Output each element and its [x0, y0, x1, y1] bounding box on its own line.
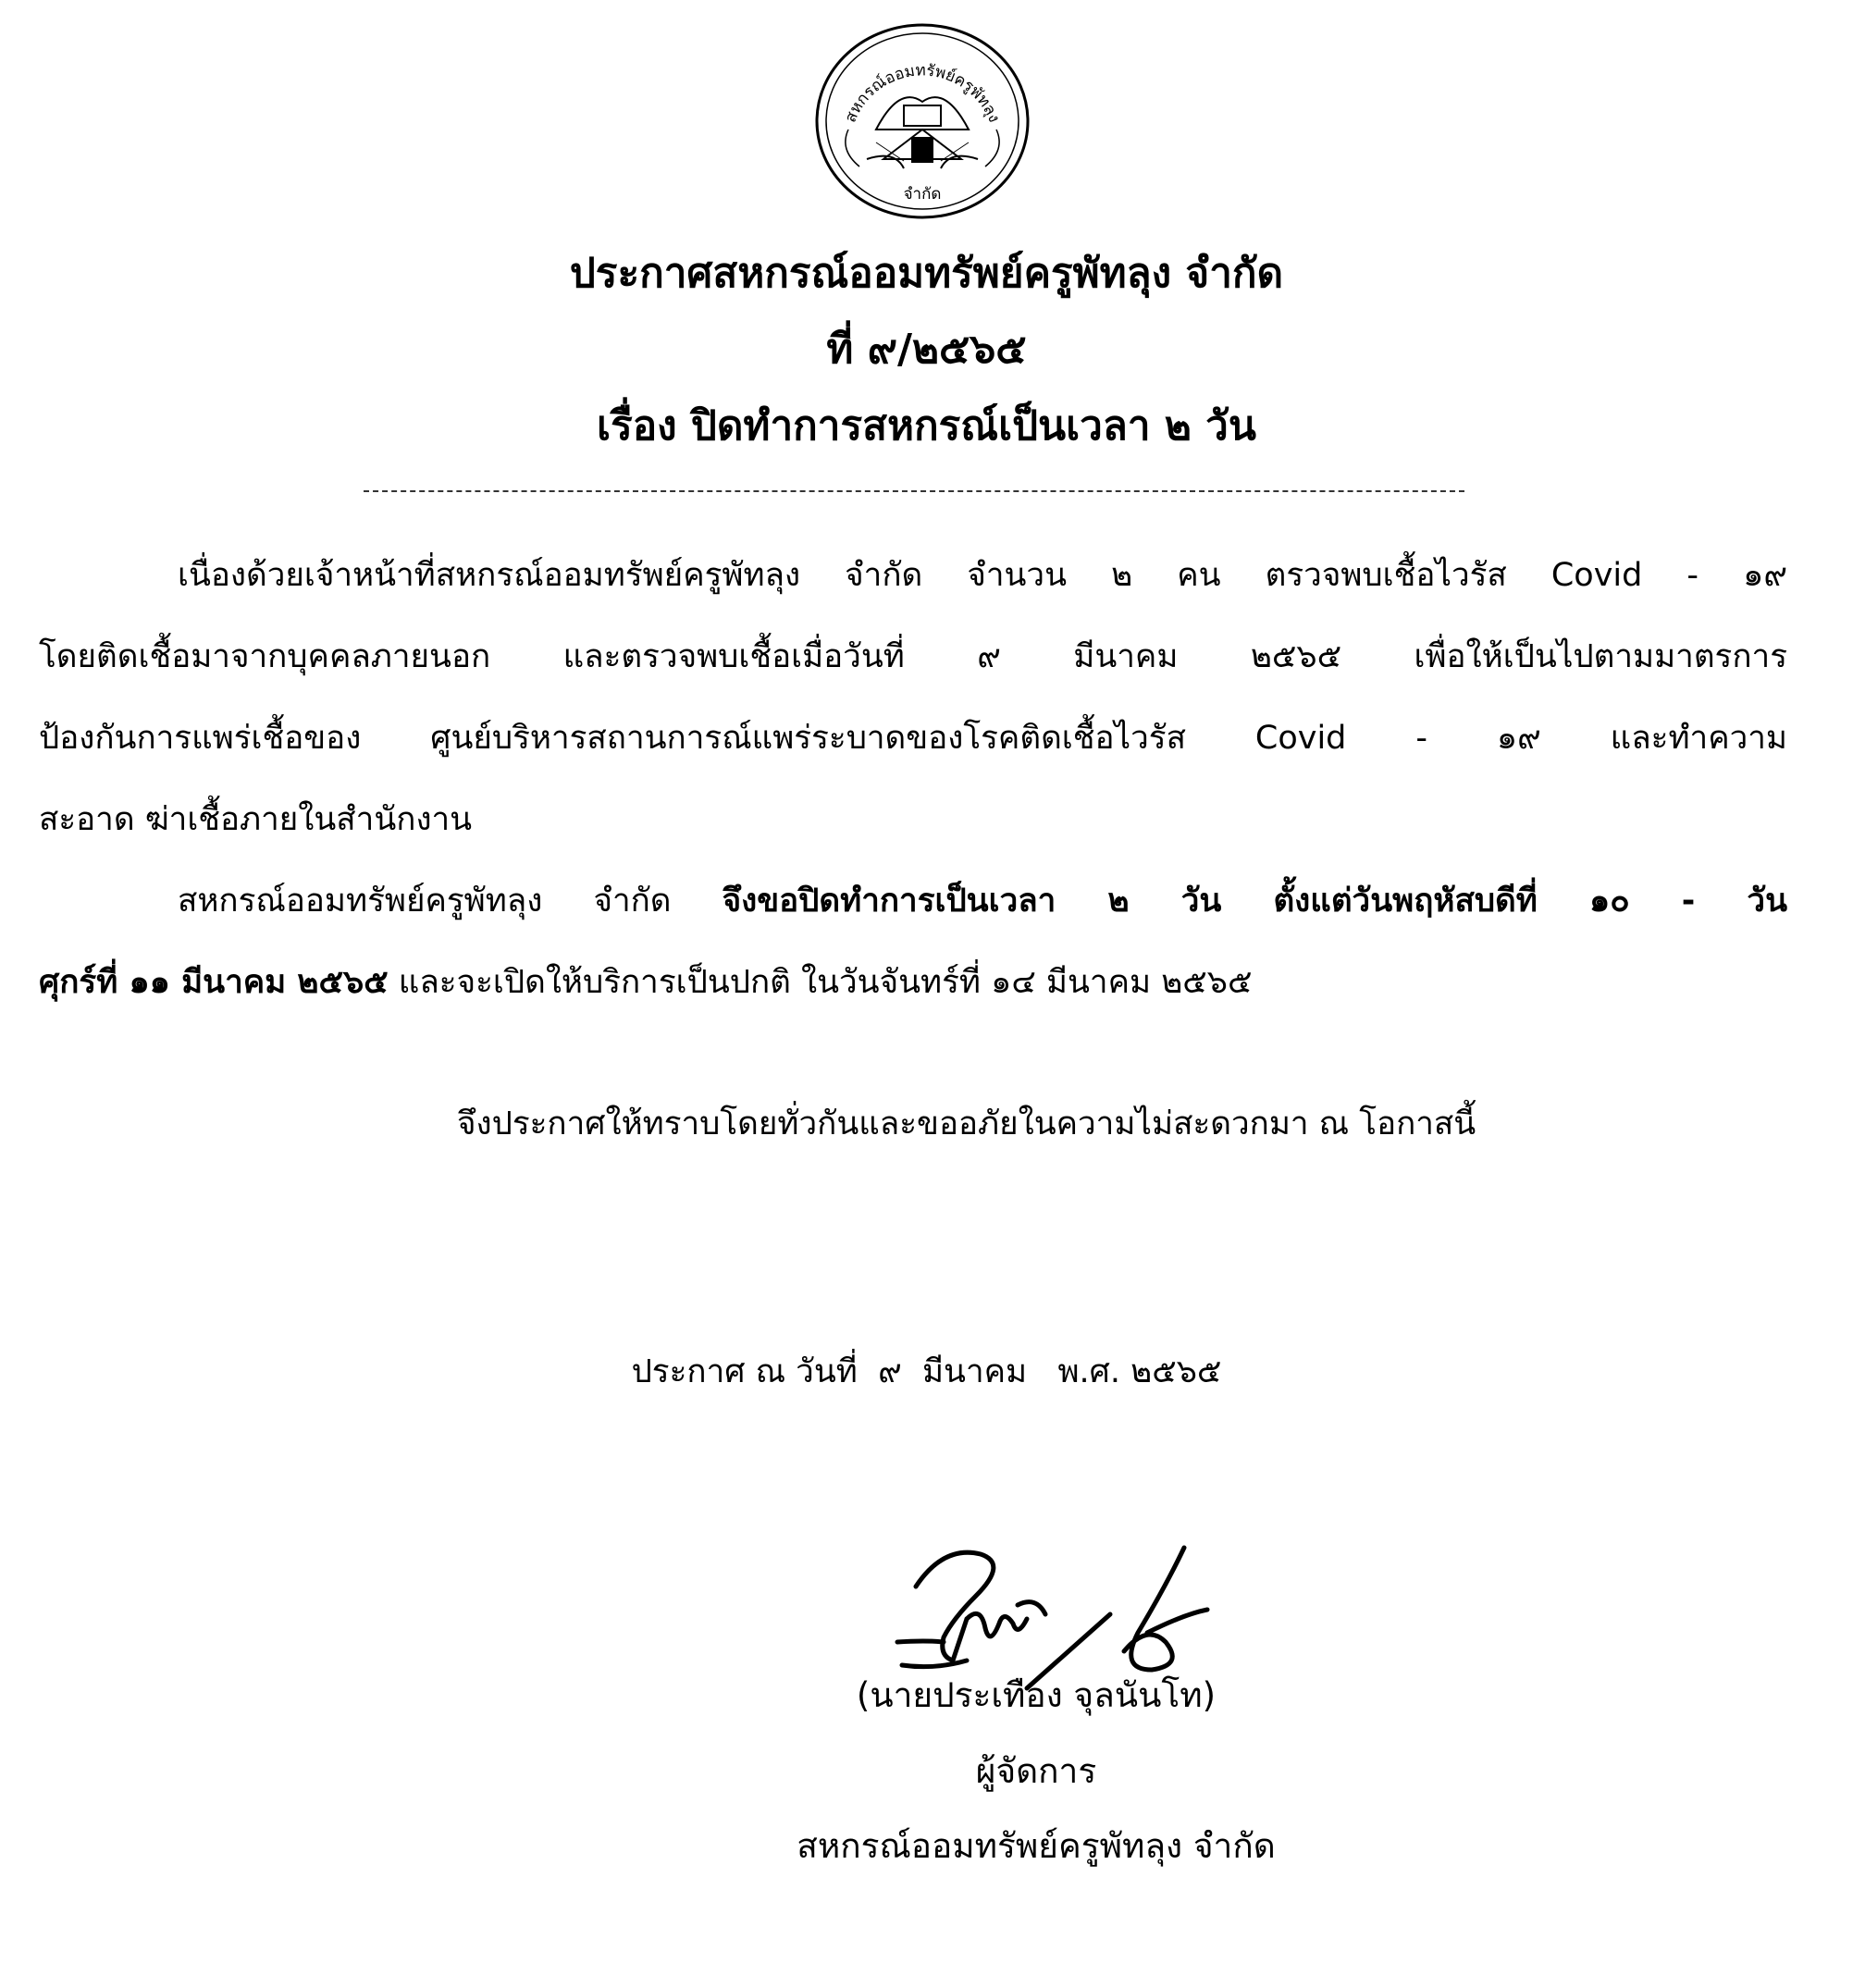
- paragraph-line: สะอาด ฆ่าเชื้อภายในสำนักงาน: [39, 801, 473, 838]
- paragraph-1: [39, 535, 1787, 860]
- signatory-name: (นายประเทือง จุลนันโท): [856, 1675, 1217, 1715]
- divider-line: [364, 490, 1464, 492]
- closing-statement: จึงประกาศให้ทราบโดยทั่วกันและขออภัยในความไม่สะดวกมา ณ โอกาสนี้: [457, 1105, 1476, 1142]
- cooperative-seal-icon: [811, 20, 1033, 222]
- paragraph-line: โดยติดเชื้อมาจากบุคคลภายนอก และตรวจพบเชื้อเมื่อวันที่ ๙ มีนาคม ๒๕๖๕ เพื่อให้เป็นไปตามมาตรการ: [39, 638, 1787, 675]
- closure-dates-emphasis: จึงขอปิดทำการเป็นเวลา ๒ วัน ตั้งแต่วันพฤหัสบดีที่ ๑๐ - วัน: [722, 883, 1788, 920]
- announcement-subject: เรื่อง ปิดทำการสหกรณ์เป็นเวลา ๒ วัน: [597, 402, 1256, 450]
- seal-bottom-text: จำกัด: [903, 185, 942, 204]
- paragraph-line: สหกรณ์ออมทรัพย์ครูพัทลุง จำกัด จึงขอปิดทำการเป็นเวลา ๒ วัน ตั้งแต่วันพฤหัสบดีที่ ๑๐ - วัน: [178, 883, 1788, 920]
- paragraph-line: ป้องกันการแพร่เชื้อของ ศูนย์บริหารสถานการณ์แพร่ระบาดของโรคติดเชื้อไวรัส Covid - ๑๙ และทำความ: [39, 720, 1787, 757]
- paragraph-2: [39, 860, 1787, 1023]
- signatory-organization: สหกรณ์ออมทรัพย์ครูพัทลุง จำกัด: [797, 1826, 1276, 1866]
- svg-text:สหกรณ์ออมทรัพย์ครูพัทลุง: [842, 61, 1004, 125]
- signatory-role: ผู้จัดการ: [975, 1751, 1097, 1791]
- paragraph-line: ศุกร์ที่ ๑๑ มีนาคม ๒๕๖๕ และจะเปิดให้บริการเป็นปกติ ในวันจันทร์ที่ ๑๔ มีนาคม ๒๕๖๕: [39, 964, 1253, 1001]
- announcement-number: ที่ ๙/๒๕๖๕: [826, 326, 1027, 373]
- announcement-date: ประกาศ ณ วันที่ ๙ มีนาคม พ.ศ. ๒๕๖๕: [631, 1353, 1222, 1390]
- paragraph-line: เนื่องด้วยเจ้าหน้าที่สหกรณ์ออมทรัพย์ครูพัทลุง จำกัด จำนวน ๒ คน ตรวจพบเชื้อไวรัส Covid - ๑๙: [178, 557, 1787, 594]
- announcement-title: ประกาศสหกรณ์ออมทรัพย์ครูพัทลุง จำกัด: [569, 250, 1284, 297]
- seal-top-text: สหกรณ์ออมทรัพย์ครูพัทลุง: [841, 61, 1004, 126]
- closure-end-date-emphasis: ศุกร์ที่ ๑๑ มีนาคม ๒๕๖๕: [39, 964, 389, 1001]
